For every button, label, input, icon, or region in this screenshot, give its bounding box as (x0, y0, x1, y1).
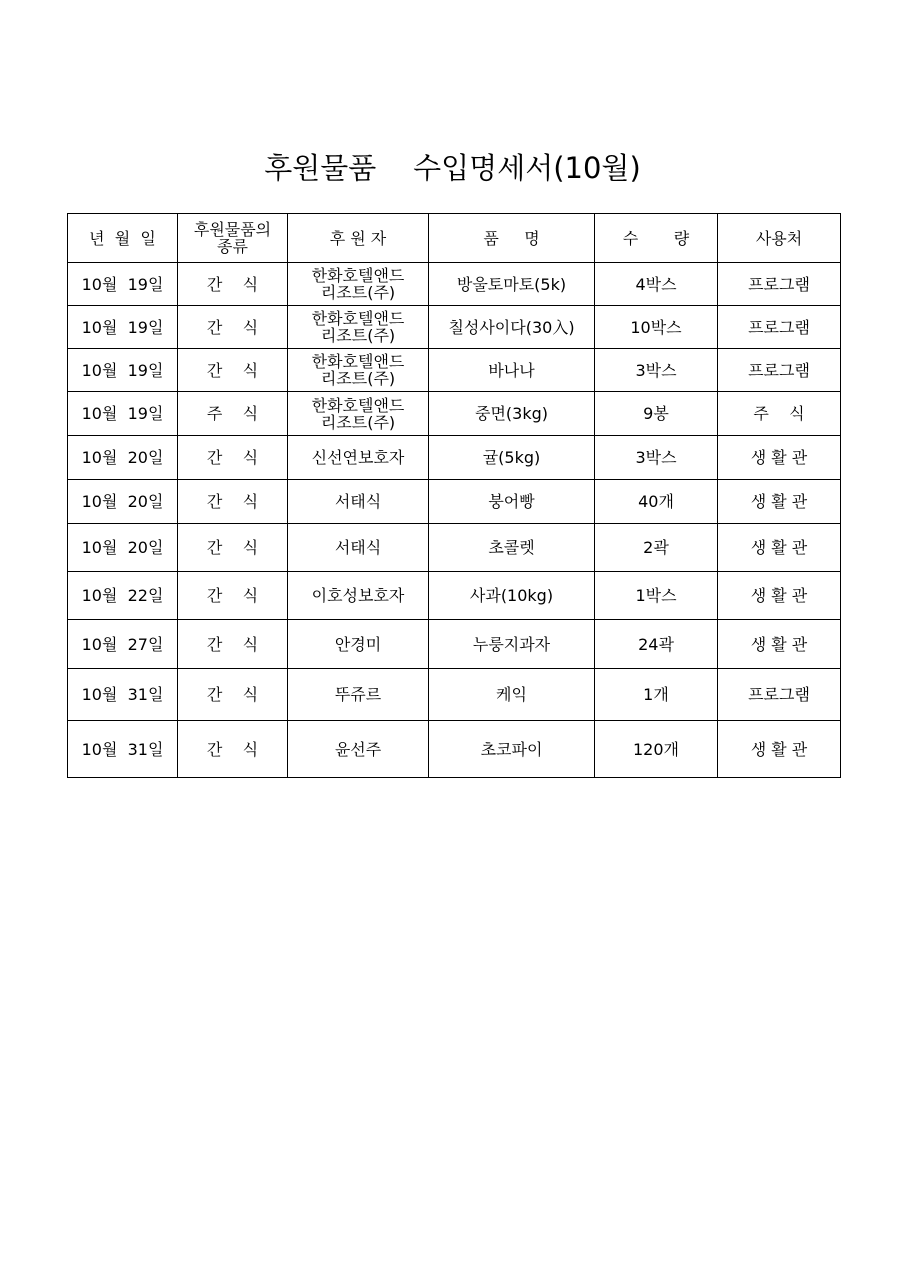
table-row (68, 669, 841, 721)
cell-donor: 한화호텔앤드 리조트(주) (288, 349, 429, 392)
cell-date: 10월 31일 (68, 669, 178, 721)
cell-donor: 안경미 (288, 620, 429, 669)
document-title: 후원물품 수입명세서(10월) (264, 151, 641, 185)
cell-donor: 윤선주 (288, 721, 429, 778)
cell-donor: 뚜쥬르 (288, 669, 429, 721)
cell-item: 칠성사이다(30入) (429, 306, 595, 349)
cell-quantity: 3박스 (595, 436, 718, 480)
cell-quantity: 3박스 (595, 349, 718, 392)
cell-quantity: 4박스 (595, 263, 718, 306)
cell-type: 간 식 (178, 524, 288, 572)
cell-type: 간 식 (178, 721, 288, 778)
cell-usage: 프로그램 (718, 349, 841, 392)
cell-item: 누룽지과자 (429, 620, 595, 669)
cell-quantity: 40개 (595, 480, 718, 524)
header-row (68, 214, 841, 263)
cell-usage: 프로그램 (718, 669, 841, 721)
header-usage: 사용처 (718, 214, 841, 263)
cell-item: 중면(3kg) (429, 392, 595, 436)
header-date: 년 월 일 (68, 214, 178, 263)
cell-quantity: 120개 (595, 721, 718, 778)
cell-usage: 프로그램 (718, 263, 841, 306)
cell-usage: 생 활 관 (718, 480, 841, 524)
table-row (68, 263, 841, 306)
cell-donor: 한화호텔앤드 리조트(주) (288, 263, 429, 306)
cell-item: 케익 (429, 669, 595, 721)
header-quantity: 수 량 (595, 214, 718, 263)
cell-item: 바나나 (429, 349, 595, 392)
table-row (68, 620, 841, 669)
cell-usage: 생 활 관 (718, 524, 841, 572)
cell-date: 10월 27일 (68, 620, 178, 669)
cell-quantity: 10박스 (595, 306, 718, 349)
cell-usage: 생 활 관 (718, 436, 841, 480)
cell-date: 10월 31일 (68, 721, 178, 778)
cell-usage: 주 식 (718, 392, 841, 436)
cell-type: 간 식 (178, 349, 288, 392)
table-row (68, 392, 841, 436)
cell-type: 간 식 (178, 263, 288, 306)
table-row (68, 306, 841, 349)
header-item-name: 품 명 (429, 214, 595, 263)
cell-item: 초콜렛 (429, 524, 595, 572)
cell-type: 간 식 (178, 572, 288, 620)
table-row (68, 349, 841, 392)
header-donor: 후 원 자 (288, 214, 429, 263)
table-row (68, 572, 841, 620)
donation-ledger-table (67, 213, 841, 778)
cell-donor: 서태식 (288, 524, 429, 572)
cell-date: 10월 19일 (68, 349, 178, 392)
cell-quantity: 1개 (595, 669, 718, 721)
cell-date: 10월 20일 (68, 524, 178, 572)
cell-quantity: 9봉 (595, 392, 718, 436)
cell-usage: 생 활 관 (718, 620, 841, 669)
cell-donor: 신선연보호자 (288, 436, 429, 480)
cell-type: 간 식 (178, 669, 288, 721)
cell-type: 간 식 (178, 480, 288, 524)
cell-item: 방울토마토(5k) (429, 263, 595, 306)
cell-item: 귤(5kg) (429, 436, 595, 480)
cell-quantity: 24곽 (595, 620, 718, 669)
cell-item: 초코파이 (429, 721, 595, 778)
cell-date: 10월 19일 (68, 263, 178, 306)
table-row (68, 436, 841, 480)
cell-donor: 서태식 (288, 480, 429, 524)
cell-usage: 생 활 관 (718, 572, 841, 620)
table-row (68, 524, 841, 572)
table-row (68, 480, 841, 524)
cell-usage: 프로그램 (718, 306, 841, 349)
cell-type: 간 식 (178, 620, 288, 669)
cell-type: 간 식 (178, 306, 288, 349)
cell-donor: 이호성보호자 (288, 572, 429, 620)
cell-date: 10월 20일 (68, 480, 178, 524)
cell-donor: 한화호텔앤드 리조트(주) (288, 392, 429, 436)
cell-item: 사과(10kg) (429, 572, 595, 620)
cell-date: 10월 19일 (68, 306, 178, 349)
cell-type: 간 식 (178, 436, 288, 480)
cell-type: 주 식 (178, 392, 288, 436)
cell-date: 10월 22일 (68, 572, 178, 620)
cell-item: 붕어빵 (429, 480, 595, 524)
cell-date: 10월 20일 (68, 436, 178, 480)
cell-quantity: 1박스 (595, 572, 718, 620)
table-row (68, 721, 841, 778)
header-item-type: 후원물품의 종류 (178, 214, 288, 263)
cell-usage: 생 활 관 (718, 721, 841, 778)
cell-date: 10월 19일 (68, 392, 178, 436)
cell-quantity: 2곽 (595, 524, 718, 572)
cell-donor: 한화호텔앤드 리조트(주) (288, 306, 429, 349)
